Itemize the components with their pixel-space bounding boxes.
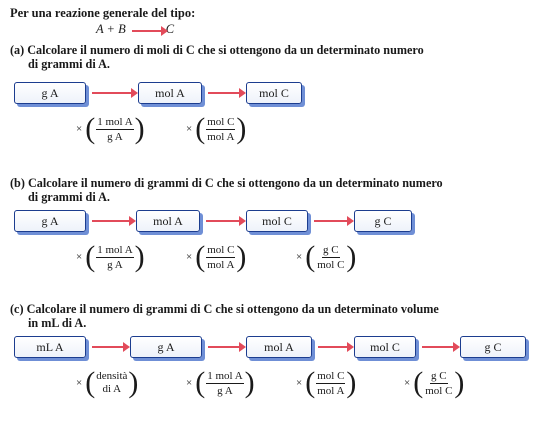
- reaction-arrow: [132, 30, 162, 32]
- factor-numerator: mol C: [207, 115, 235, 128]
- box-g-c: g C: [460, 336, 526, 358]
- section-c-title: [10, 302, 530, 330]
- factor-numerator: g C: [431, 369, 447, 382]
- flow-arrow: [208, 92, 240, 94]
- intro-text: Per una reazione generale del tipo:: [10, 6, 196, 20]
- conversion-factor-mole-ratio: × ( $\frac{\text{mol C}}{\text{mol A}}$ ): [186, 240, 247, 273]
- flow-arrow: [318, 346, 348, 348]
- box-mol-a: mol A: [138, 82, 202, 104]
- box-mol-a: mol A: [136, 210, 200, 232]
- box-mol-c: mol C: [354, 336, 416, 358]
- conversion-factor-molar-mass: × ( $\frac{\text{1 mol A}}{\text{g A}}$ ): [76, 112, 145, 145]
- section-b-title-line2: di grammi di A.: [28, 190, 110, 204]
- times-sign: ×: [76, 251, 83, 263]
- factor-numerator: mol C: [317, 369, 345, 382]
- box-g-a: g A: [14, 210, 86, 232]
- factor-denominator: g A: [107, 130, 123, 143]
- times-sign: ×: [404, 377, 411, 389]
- factor-numerator: 1 mol A: [207, 369, 243, 382]
- conversion-factor-mole-ratio: × ( $\frac{\text{mol C}}{\text{mol A}}$ ): [186, 112, 247, 145]
- section-a-title-line2: di grammi di A.: [28, 57, 110, 71]
- times-sign: ×: [186, 377, 193, 389]
- conversion-factor-molar-mass: × ( $\frac{\text{1 mol A}}{\text{g A}}$ ): [186, 366, 255, 399]
- reaction-equation: [96, 22, 174, 37]
- conversion-factor-molar-mass: × ( $\frac{\text{1 mol A}}{\text{g A}}$ ): [76, 240, 145, 273]
- flow-arrow: [208, 346, 240, 348]
- box-g-a: g A: [14, 82, 86, 104]
- conversion-factor-molar-mass-c: × ( $\frac{\text{g C}}{\text{mol C}}$ ): [404, 366, 465, 399]
- flow-arrow: [422, 346, 454, 348]
- factor-numerator: 1 mol A: [97, 243, 133, 256]
- conversion-factor-molar-mass-c: × ( $\frac{\text{g C}}{\text{mol C}}$ ): [296, 240, 357, 273]
- conversion-factor-density: × ( densità di A ): [76, 366, 139, 399]
- times-sign: ×: [186, 251, 193, 263]
- section-c-title-line1: (c) Calcolare il numero di grammi di C che si ottengono da un determinato volume: [10, 302, 439, 316]
- section-b-title: [10, 176, 530, 204]
- times-sign: ×: [296, 377, 303, 389]
- times-sign: ×: [76, 377, 83, 389]
- factor-bottom: di A: [102, 383, 122, 395]
- flow-arrow: [314, 220, 348, 222]
- box-ml-a: mL A: [14, 336, 86, 358]
- section-b-title-line1: (b) Calcolare il numero di grammi di C che si ottengono da un determinato numero: [10, 176, 443, 190]
- flow-arrow: [92, 92, 132, 94]
- factor-denominator: mol C: [317, 258, 345, 271]
- box-mol-c: mol C: [246, 210, 308, 232]
- factor-numerator: mol C: [207, 243, 235, 256]
- box-g-a: g A: [130, 336, 202, 358]
- section-a-title-line1: (a) Calcolare il numero di moli di C che si ottengono da un determinato numero: [10, 43, 424, 57]
- times-sign: ×: [76, 123, 83, 135]
- conversion-factor-mole-ratio: × ( $\frac{\text{mol C}}{\text{mol A}}$ ): [296, 366, 357, 399]
- section-a-title: [10, 43, 530, 71]
- times-sign: ×: [296, 251, 303, 263]
- box-mol-c: mol C: [246, 82, 302, 104]
- reactants: A + B: [96, 22, 126, 36]
- section-c-title-line2: in mL di A.: [28, 316, 87, 330]
- flow-arrow: [206, 220, 240, 222]
- box-g-c: g C: [354, 210, 412, 232]
- factor-denominator: mol C: [425, 384, 453, 397]
- factor-top: densità: [96, 370, 128, 382]
- factor-denominator: g A: [107, 258, 123, 271]
- factor-numerator: 1 mol A: [97, 115, 133, 128]
- factor-denominator: mol A: [207, 258, 235, 271]
- times-sign: ×: [186, 123, 193, 135]
- factor-denominator: g A: [217, 384, 233, 397]
- flow-arrow: [92, 346, 124, 348]
- factor-denominator: mol A: [207, 130, 235, 143]
- factor-denominator: mol A: [317, 384, 345, 397]
- factor-numerator: g C: [323, 243, 339, 256]
- product: C: [165, 22, 175, 36]
- box-mol-a: mol A: [246, 336, 312, 358]
- flow-arrow: [92, 220, 130, 222]
